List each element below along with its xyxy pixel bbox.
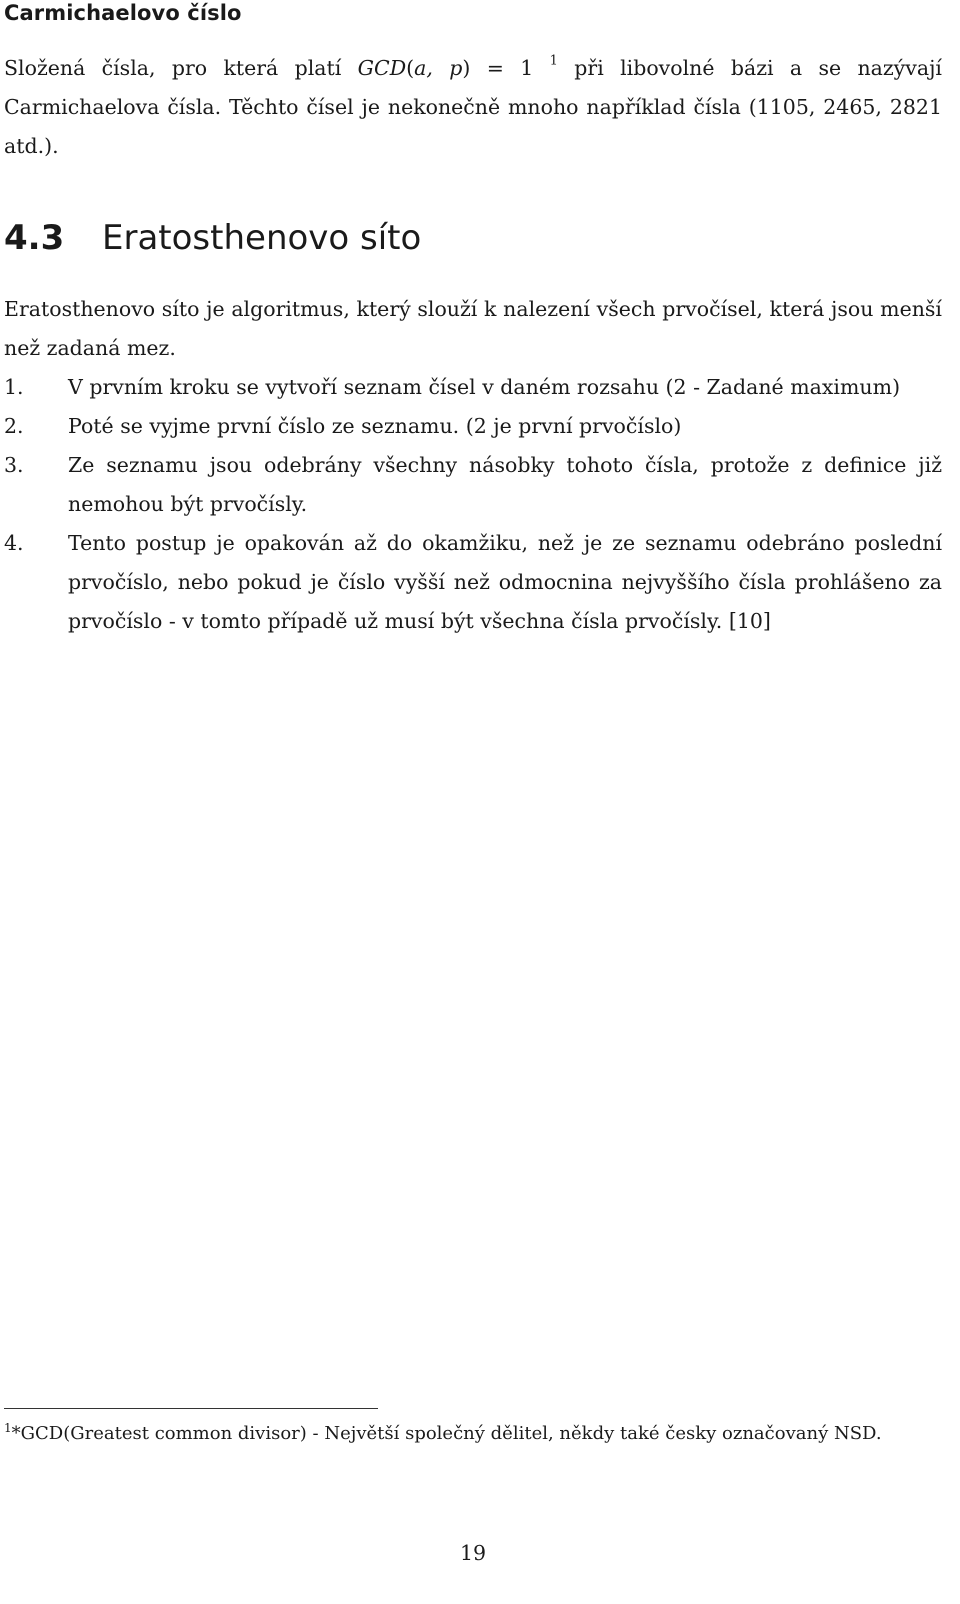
step-text: Tento postup je opakován až do okamžiku, než je ze seznamu odebráno poslední prvočíslo, nebo pokud je číslo vyšší než odmocnina nejvyššího čísla prohlášeno za prvočíslo - v tomto případě už musí být všechna čísla prvočísly. [10] — [68, 531, 942, 633]
carmichael-paragraph — [4, 49, 942, 166]
step-text: Poté se vyjme první číslo ze seznamu. (2 je první prvočíslo) — [68, 414, 682, 438]
footnote-reference[interactable]: 1 — [549, 53, 558, 69]
list-item — [4, 524, 942, 641]
math-arguments: a, p — [414, 56, 463, 80]
section-title: Eratosthenovo síto — [102, 218, 422, 258]
math-close-paren: ) — [462, 56, 471, 80]
step-number: 3. — [4, 453, 24, 477]
footnote-separator — [4, 1408, 378, 1409]
math-equals-one: = 1 — [470, 56, 534, 80]
section-number: 4.3 — [4, 218, 65, 258]
step-number: 1. — [4, 375, 24, 399]
math-open-paren: ( — [406, 56, 415, 80]
footnote-text: *GCD(Greatest common divisor) - Největší společný dělitel, někdy také česky označovaný NSD. — [11, 1423, 882, 1444]
algorithm-steps-list — [4, 368, 942, 641]
footnote-number: 1 — [4, 1420, 12, 1435]
subsection-heading: Carmichaelovo číslo — [4, 1, 242, 25]
step-number: 2. — [4, 414, 24, 438]
section-heading — [4, 216, 421, 260]
footnote — [4, 1418, 942, 1449]
paragraph-text-start: Složená čísla, pro která platí — [4, 56, 358, 80]
step-text: Ze seznamu jsou odebrány všechny násobky tohoto čísla, protože z definice již nemohou být prvočísly. — [68, 453, 942, 516]
step-number: 4. — [4, 531, 24, 555]
math-gcd-function: GCD — [357, 56, 407, 80]
paragraph-text-end: při libovolné bázi a se nazývají Carmichaelova čísla. Těchto čísel je nekonečně mnoho například čísla (1105, 2465, 2821 atd.). — [4, 56, 942, 158]
list-item — [4, 407, 942, 446]
document-page — [4, 0, 942, 1604]
sieve-intro-paragraph: Eratosthenovo síto je algoritmus, který slouží k nalezení všech prvočísel, která jsou menší než zadaná mez. — [4, 297, 942, 360]
list-item — [4, 446, 942, 524]
list-item — [4, 368, 942, 407]
page-number: 19 — [459, 1541, 487, 1565]
step-text: V prvním kroku se vytvoří seznam čísel v daném rozsahu (2 - Zadané maximum) — [68, 375, 901, 399]
